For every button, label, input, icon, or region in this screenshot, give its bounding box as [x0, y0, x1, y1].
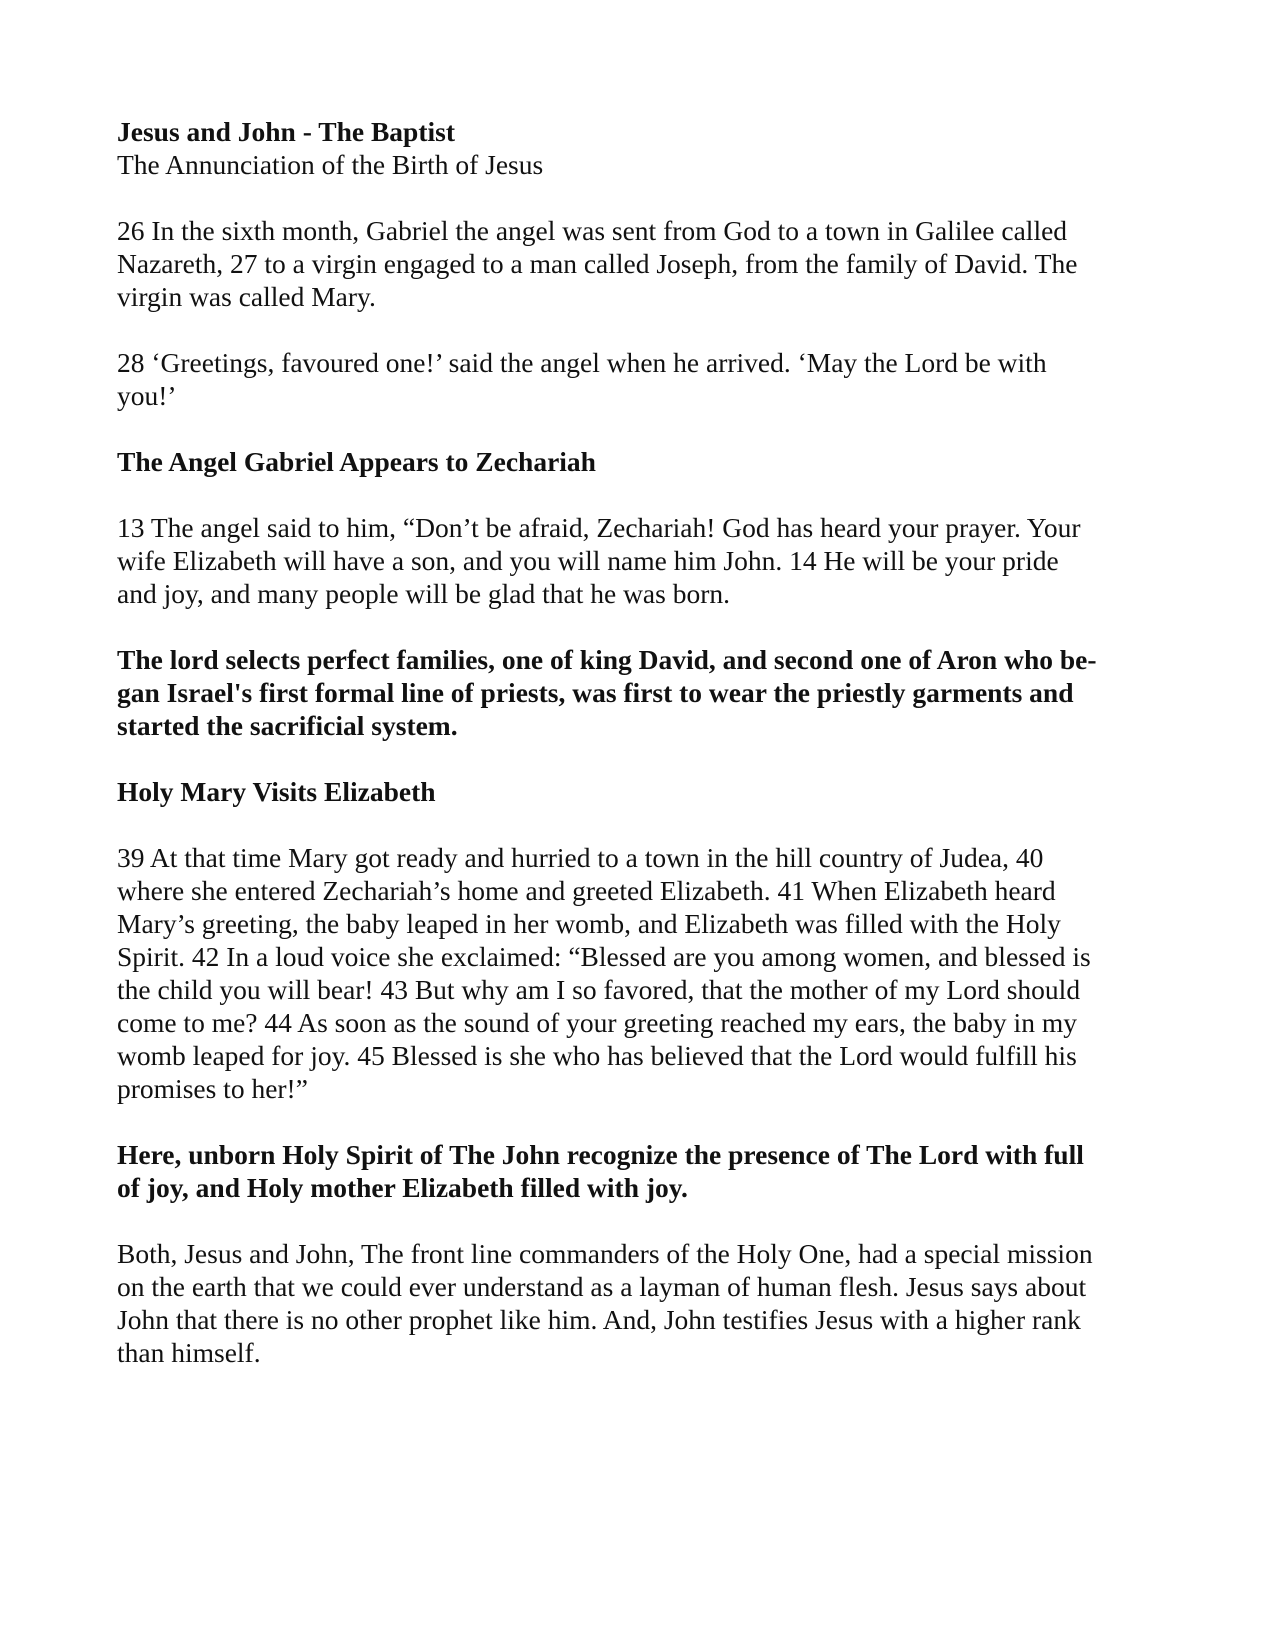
paragraph-zechariah	[117, 511, 1167, 610]
spacer	[117, 742, 1167, 775]
text-line: John that there is no other prophet like him. And, John testifies Jesus with a higher rank	[117, 1304, 1081, 1335]
spacer	[117, 313, 1167, 346]
paragraph-annunciation	[117, 214, 1167, 313]
paragraph-commanders	[117, 1237, 1167, 1369]
text-line: The lord selects perfect families, one of king David, and second one of Aron who be-	[117, 644, 1097, 675]
text-line: 13 The angel said to him, “Don’t be afraid, Zechariah! God has heard your prayer. Your	[117, 512, 1081, 543]
text-line: come to me? 44 As soon as the sound of your greeting reached my ears, the baby in my	[117, 1007, 1077, 1038]
document-title: Jesus and John - The Baptist	[117, 116, 456, 147]
paragraph-visit	[117, 841, 1167, 1105]
text-line: Nazareth, 27 to a virgin engaged to a man called Joseph, from the family of David. The	[117, 248, 1078, 279]
spacer	[117, 478, 1167, 511]
paragraph-greeting	[117, 346, 1167, 412]
text-line: started the sacrificial system.	[117, 710, 458, 741]
bold-paragraph-families	[117, 643, 1167, 742]
text-line: Spirit. 42 In a loud voice she exclaimed: “Blessed are you among women, and blessed is	[117, 941, 1091, 972]
text-line: Both, Jesus and John, The front line commanders of the Holy One, had a special mission	[117, 1238, 1093, 1269]
document-subtitle: The Annunciation of the Birth of Jesus	[117, 149, 544, 180]
spacer	[117, 610, 1167, 643]
text-line: promises to her!”	[117, 1073, 308, 1104]
text-line: than himself.	[117, 1337, 261, 1368]
text-line: womb leaped for joy. 45 Blessed is she who has believed that the Lord would fulfill his	[117, 1040, 1077, 1071]
text-line: virgin was called Mary.	[117, 281, 376, 312]
spacer	[117, 412, 1167, 445]
bold-paragraph-joy	[117, 1138, 1167, 1204]
text-line: wife Elizabeth will have a son, and you will name him John. 14 He will be your pride	[117, 545, 1059, 576]
spacer	[117, 181, 1167, 214]
spacer	[117, 808, 1167, 841]
spacer	[117, 1105, 1167, 1138]
text-line: gan Israel's first formal line of priests, was first to wear the priestly garments and	[117, 677, 1074, 708]
section-heading-zechariah: The Angel Gabriel Appears to Zechariah	[117, 446, 596, 477]
text-line: you!’	[117, 380, 177, 411]
text-line: of joy, and Holy mother Elizabeth filled with joy.	[117, 1172, 688, 1203]
text-line: Mary’s greeting, the baby leaped in her womb, and Elizabeth was filled with the Holy	[117, 908, 1061, 939]
spacer	[117, 1204, 1167, 1237]
text-line: Here, unborn Holy Spirit of The John recognize the presence of The Lord with full	[117, 1139, 1084, 1170]
text-line: where she entered Zechariah’s home and greeted Elizabeth. 41 When Elizabeth heard	[117, 875, 1056, 906]
text-line: on the earth that we could ever understand as a layman of human flesh. Jesus says about	[117, 1271, 1087, 1302]
text-line: and joy, and many people will be glad that he was born.	[117, 578, 730, 609]
section-heading-visit: Holy Mary Visits Elizabeth	[117, 776, 436, 807]
document-page	[117, 115, 1167, 1369]
text-line: 39 At that time Mary got ready and hurried to a town in the hill country of Judea, 40	[117, 842, 1044, 873]
text-line: 28 ‘Greetings, favoured one!’ said the angel when he arrived. ‘May the Lord be with	[117, 347, 1047, 378]
text-line: the child you will bear! 43 But why am I so favored, that the mother of my Lord should	[117, 974, 1081, 1005]
text-line: 26 In the sixth month, Gabriel the angel was sent from God to a town in Galilee called	[117, 215, 1068, 246]
